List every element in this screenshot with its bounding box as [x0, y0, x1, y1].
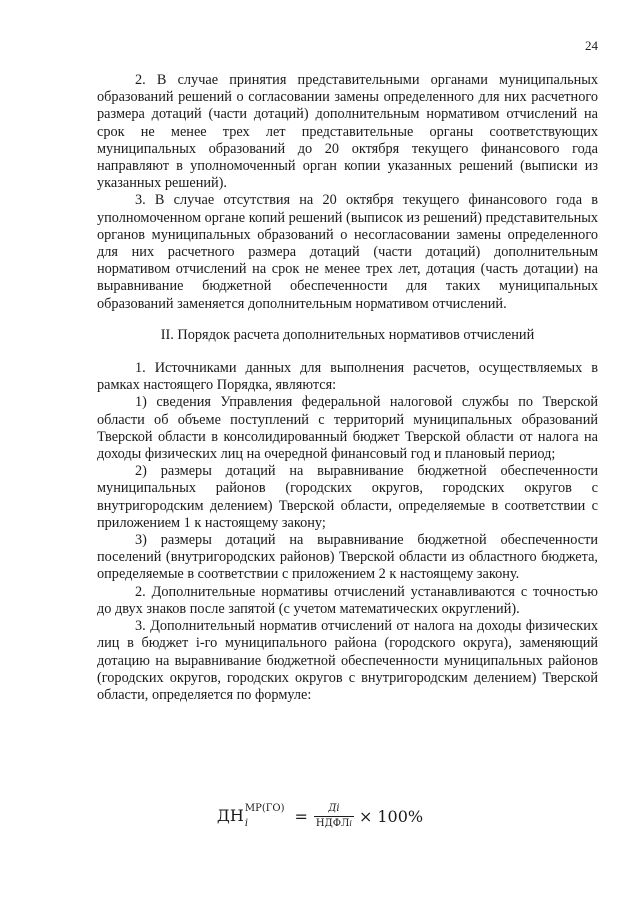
formula-fraction-bar — [314, 816, 354, 817]
formula-denominator — [314, 818, 354, 830]
document-body — [97, 72, 598, 704]
formula-times: × — [358, 807, 373, 826]
formula — [0, 803, 640, 830]
formula-percent: 100% — [377, 807, 424, 826]
page-number: 24 — [585, 38, 598, 53]
formula-lhs — [216, 802, 289, 829]
paragraph-formula-intro: 3. Дополнительный норматив отчислений от налога на доходы физических лиц в бюджет i-го муниципального района (городского округа), заменяющий дотацию на выравнивание бюджетной обеспеченности муниципальных районов (городских округов, городских округов с внутригородским делением) Тверской области, определяется по формуле: — [97, 618, 598, 703]
list-item-district-subsidies: 2) размеры дотаций на выравнивание бюджетной обеспеченности муниципальных районов (городских округов, городских округов с внутригородским делением) Тверской области, определяемые в соответствии с приложением 1 к настоящему закону; — [97, 463, 598, 531]
formula-lhs-main: ДН — [216, 805, 244, 825]
paragraph-absence-of-copies: 3. В случае отсутствия на 20 октября текущего финансового года в уполномоченном органе копий решений (выписок из решений) представительных органов муниципальных образований о несогласовании замены определенного для них расчетного размера дотаций (части дотаций) дополнительным нормативом отчислений на срок не менее трех лет, дотация (часть дотации) на выравнивание бюджетной обеспеченности для таких муниципальных образований заменяется дополнительным нормативом отчислений. — [97, 192, 598, 312]
formula-lhs-subscript: i — [244, 817, 249, 829]
formula-fraction — [314, 803, 354, 830]
formula-lhs-superscript: МР(ГО) — [244, 802, 285, 814]
paragraph-data-sources: 1. Источниками данных для выполнения расчетов, осуществляемых в рамках настоящего Порядка, являются: — [97, 360, 598, 394]
list-item-settlement-subsidies: 3) размеры дотаций на выравнивание бюджетной обеспеченности поселений (внутригородских районов) Тверской области из областного бюджета, определяемые в соответствии с приложением 2 к настоящему закону. — [97, 532, 598, 583]
paragraph-precision: 2. Дополнительные нормативы отчислений устанавливаются с точностью до двух знаков после запятой (с учетом математических округлений). — [97, 583, 598, 617]
list-item-tax-service-data: 1) сведения Управления федеральной налоговой службы по Тверской области об объеме поступлений с территорий муниципальных образований Тверской области в консолидированный бюджет Тверской области от налога на доходы физических лиц на очередной финансовый год и плановый период; — [97, 394, 598, 463]
formula-equals: = — [294, 807, 308, 826]
formula-denominator-main: НДФЛ — [315, 818, 350, 829]
section-heading: II. Порядок расчета дополнительных нормативов отчислений — [160, 326, 535, 343]
formula-numerator: Дi — [328, 803, 340, 814]
formula-denominator-subscript: i — [349, 819, 352, 828]
paragraph-decision-submission: 2. В случае принятия представительными органами муниципальных образований решений о согласовании замены определенного для них расчетного размера дотаций (части дотаций) дополнительным нормативом отчислений на срок не менее трех лет представительные органы соответствующих муниципальных образований до 20 октября текущего финансового года направляют в уполномоченный орган копии указанных решений (выписки из указанных решений). — [97, 72, 598, 192]
